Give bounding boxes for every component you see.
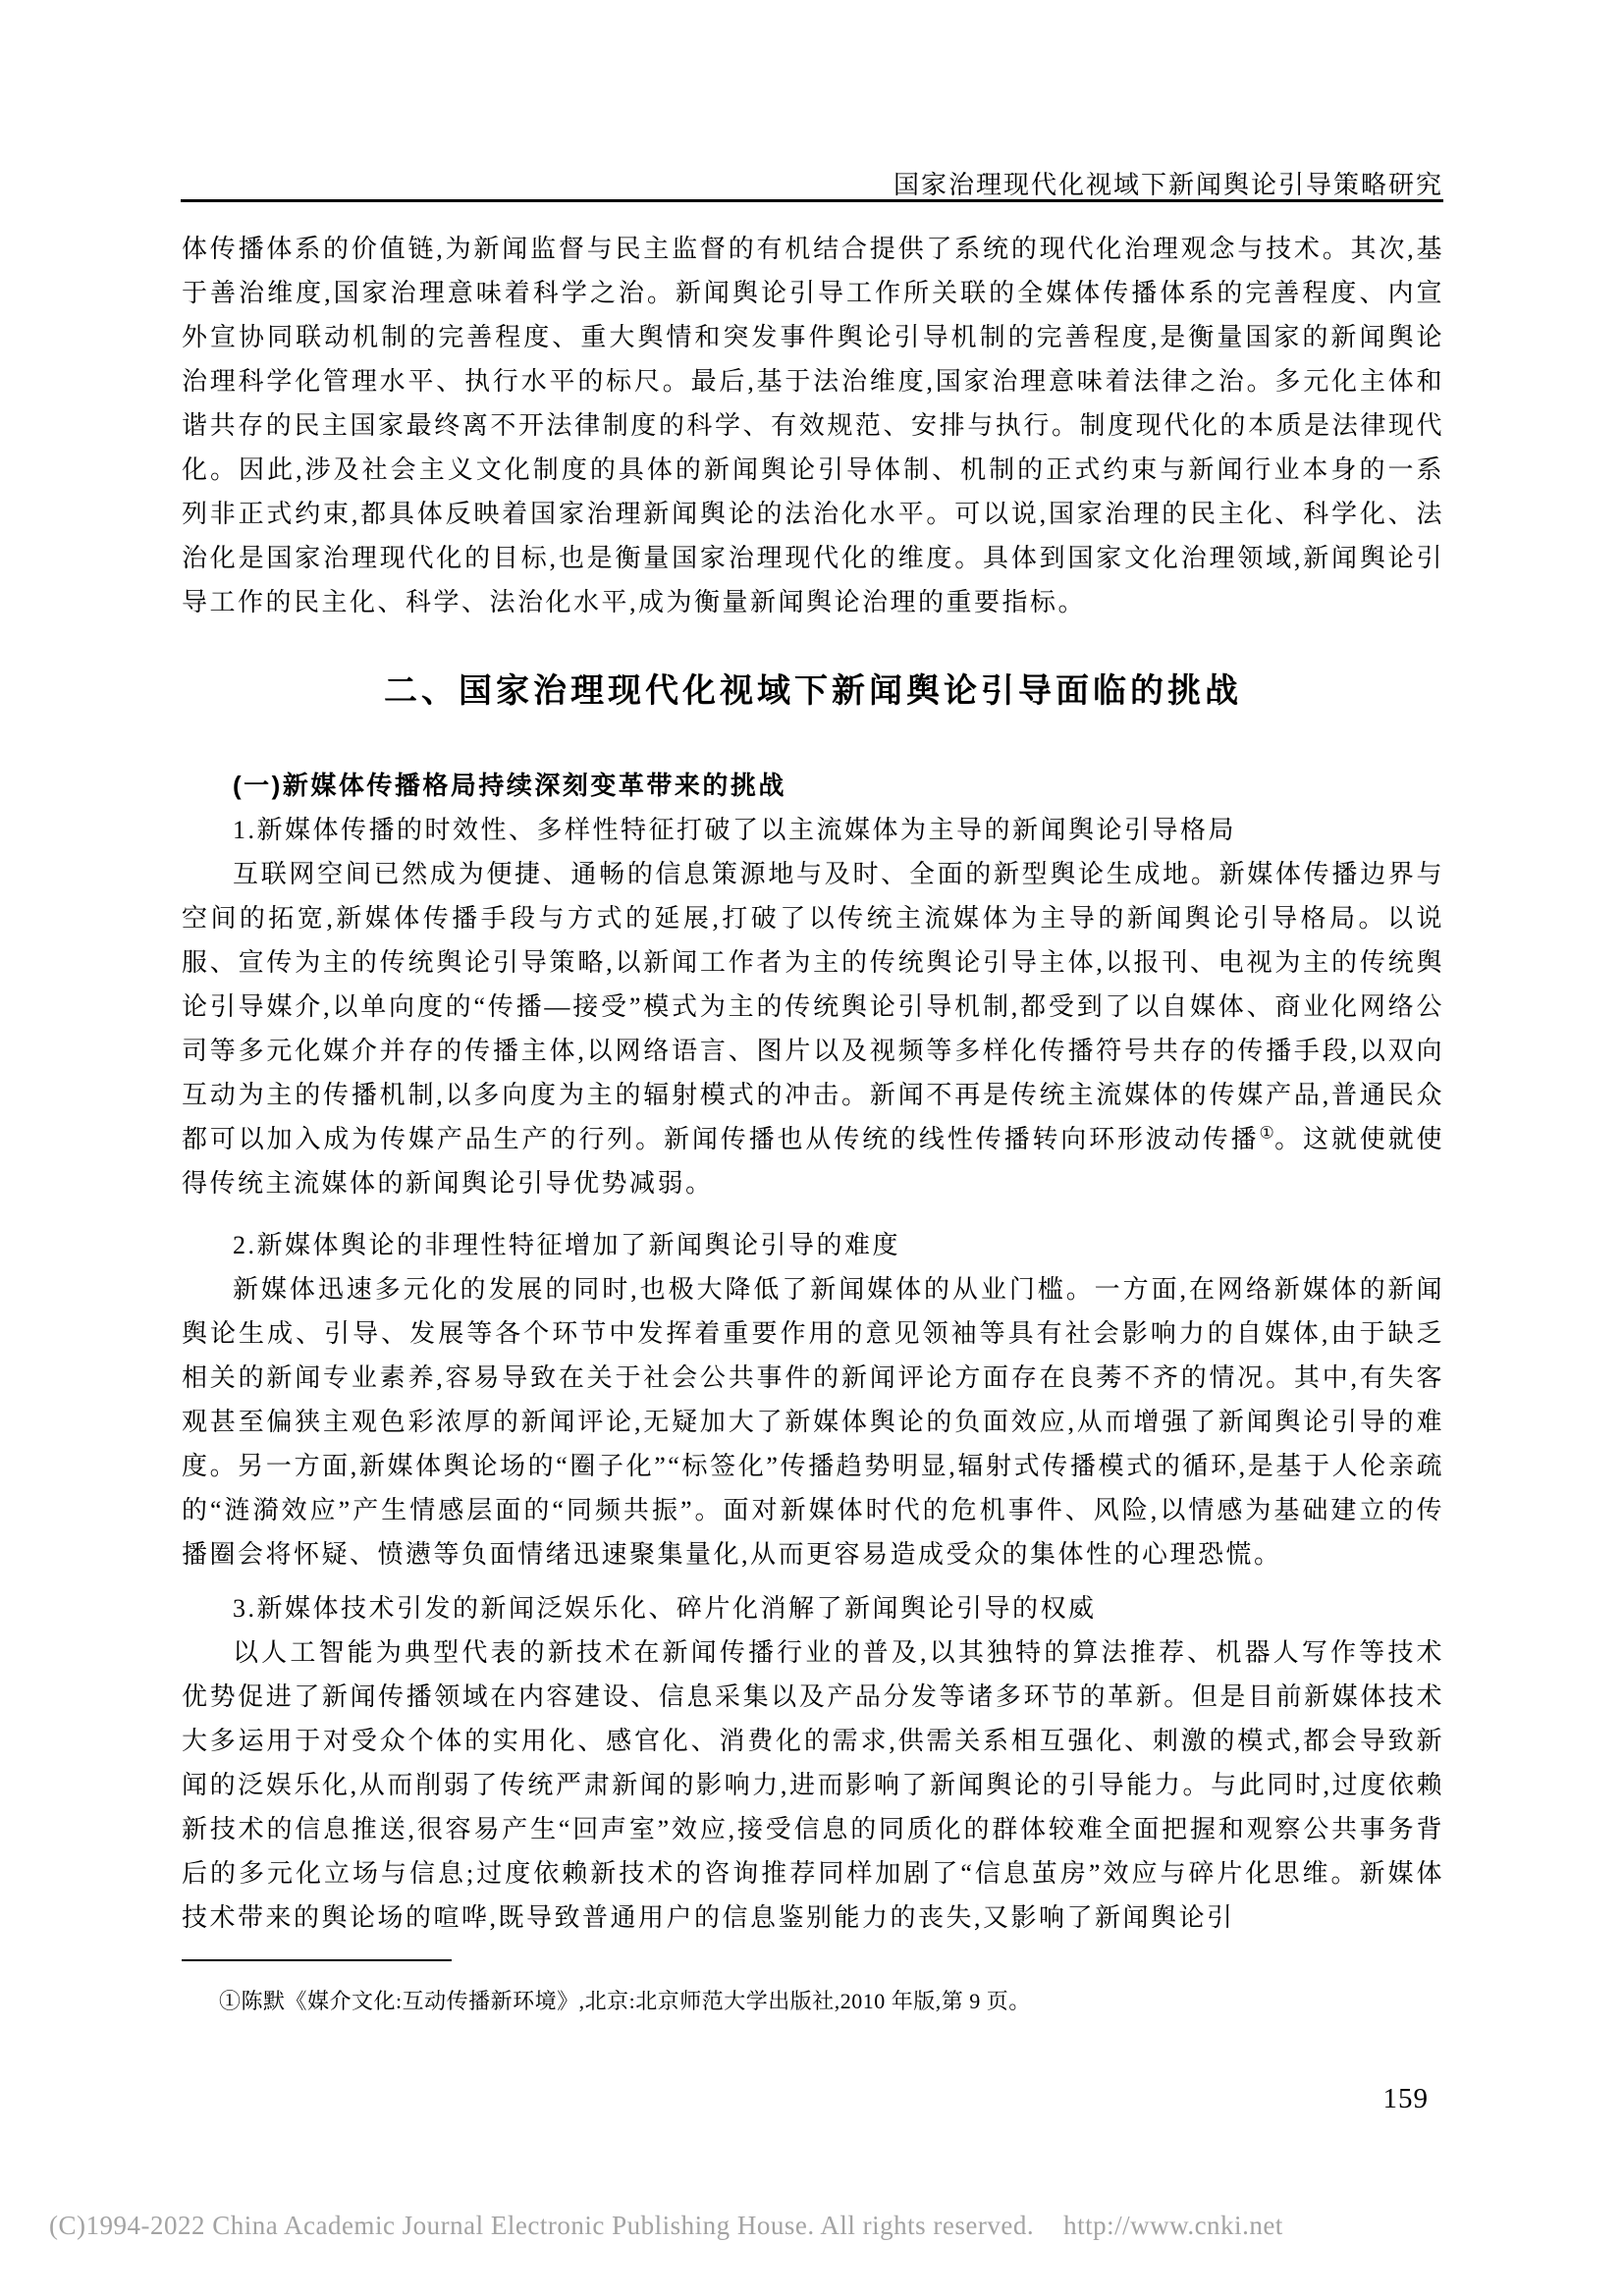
copyright-footer: [49, 2211, 1283, 2241]
copyright-text: (C)1994-2022 China Academic Journal Electronic Publishing House. All rights reserved.: [49, 2211, 1035, 2240]
footnote-separator-rule: [182, 1959, 452, 1961]
paragraph-point1-text-after-note: 。这就使就使得传统主流媒体的新闻舆论引导优势减弱。: [182, 1125, 1444, 1198]
paragraph-point3: 以人工智能为典型代表的新技术在新闻传播行业的普及,以其独特的算法推荐、机器人写作等技术优势促进了新闻传播领域在内容建设、信息采集以及产品分发等诸多环节的革新。但是目前新媒体技术大多运用于对受众个体的实用化、感官化、消费化的需求,供需关系相互强化、刺激的模式,都会导致新闻的泛娱乐化,从而削弱了传统严肃新闻的影响力,进而影响了新闻舆论的引导能力。与此同时,过度依赖新技术的信息推送,很容易产生“回声室”效应,接受信息的同质化的群体较难全面把握和观察公共事务背后的多元化立场与信息;过度依赖新技术的咨询推荐同样加剧了“信息茧房”效应与碎片化思维。新媒体技术带来的舆论场的喧哗,既导致普通用户的信息鉴别能力的丧失,又影响了新闻舆论引: [182, 1638, 1444, 1932]
running-header-title: 国家治理现代化视域下新闻舆论引导策略研究: [893, 171, 1443, 199]
section-heading: 二、国家治理现代化视域下新闻舆论引导面临的挑战: [384, 672, 1242, 710]
point2-heading: 2.新媒体舆论的非理性特征增加了新闻舆论引导的难度: [233, 1231, 901, 1259]
footnote-text: ①陈默《媒介文化:互动传播新环境》,北京:北京师范大学出版社,2010 年版,第 9 页。: [219, 1989, 1031, 2013]
header-rule: [181, 199, 1443, 202]
article-body: [182, 227, 1444, 2018]
point3-heading: 3.新媒体技术引发的新闻泛娱乐化、碎片化消解了新闻舆论引导的权威: [233, 1594, 1097, 1623]
subsection-heading: (一)新媒体传播格局持续深刻变革带来的挑战: [233, 771, 786, 800]
footer-url: http://www.cnki.net: [1063, 2211, 1283, 2240]
paragraph-point1-text: 互联网空间已然成为便捷、通畅的信息策源地与及时、全面的新型舆论生成地。新媒体传播边界与空间的拓宽,新媒体传播手段与方式的延展,打破了以传统主流媒体为主导的新闻舆论引导格局。以说服、宣传为主的传统舆论引导策略,以新闻工作者为主的传统舆论引导主体,以报刊、电视为主的传统舆论引导媒介,以单向度的“传播—接受”模式为主的传统舆论引导机制,都受到了以自媒体、商业化网络公司等多元化媒介并存的传播主体,以网络语言、图片以及视频等多样化传播符号共存的传播手段,以双向互动为主的传播机制,以多向度为主的辐射模式的冲击。新闻不再是传统主流媒体的传媒产品,普通民众都可以加入成为传媒产品生产的行列。新闻传播也从传统的线性传播转向环形波动传播: [182, 860, 1444, 1153]
footnote-reference-marker: ①: [1259, 1123, 1275, 1143]
paragraph-continued-from-previous-page: 体传播体系的价值链,为新闻监督与民主监督的有机结合提供了系统的现代化治理观念与技术。其次,基于善治维度,国家治理意味着科学之治。新闻舆论引导工作所关联的全媒体传播体系的完善程度、内宣外宣协同联动机制的完善程度、重大舆情和突发事件舆论引导机制的完善程度,是衡量国家的新闻舆论治理科学化管理水平、执行水平的标尺。最后,基于法治维度,国家治理意味着法律之治。多元化主体和谐共存的民主国家最终离不开法律制度的科学、有效规范、安排与执行。制度现代化的本质是法律现代化。因此,涉及社会主义文化制度的具体的新闻舆论引导体制、机制的正式约束与新闻行业本身的一系列非正式约束,都具体反映着国家治理新闻舆论的法治化水平。可以说,国家治理的民主化、科学化、法治化是国家治理现代化的目标,也是衡量国家治理现代化的维度。具体到国家文化治理领域,新闻舆论引导工作的民主化、科学、法治化水平,成为衡量新闻舆论治理的重要指标。: [182, 235, 1444, 616]
paragraph-point1: [182, 852, 1444, 1205]
point1-heading: 1.新媒体传播的时效性、多样性特征打破了以主流媒体为主导的新闻舆论引导格局: [233, 816, 1237, 844]
page-number: 159: [1382, 2083, 1429, 2114]
paragraph-point2: 新媒体迅速多元化的发展的同时,也极大降低了新闻媒体的从业门槛。一方面,在网络新媒体的新闻舆论生成、引导、发展等各个环节中发挥着重要作用的意见领袖等具有社会影响力的自媒体,由于缺乏相关的新闻专业素养,容易导致在关于社会公共事件的新闻评论方面存在良莠不齐的情况。其中,有失客观甚至偏狭主观色彩浓厚的新闻评论,无疑加大了新媒体舆论的负面效应,从而增强了新闻舆论引导的难度。另一方面,新媒体舆论场的“圈子化”“标签化”传播趋势明显,辐射式传播模式的循环,是基于人伦亲疏的“涟漪效应”产生情感层面的“同频共振”。面对新媒体时代的危机事件、风险,以情感为基础建立的传播圈会将怀疑、愤懑等负面情绪迅速聚集量化,从而更容易造成受众的集体性的心理恐慌。: [182, 1275, 1444, 1569]
